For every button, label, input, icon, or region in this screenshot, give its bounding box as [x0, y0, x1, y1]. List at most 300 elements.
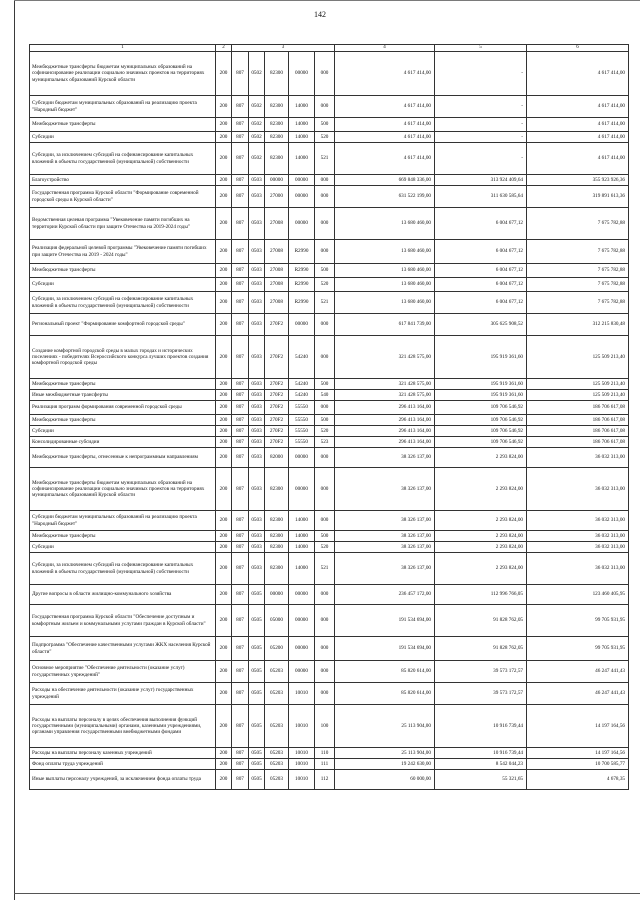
code-cell: 521	[315, 292, 335, 314]
amount-remaining: 125 509 213,40	[527, 390, 629, 401]
code-cell: 82300	[265, 96, 289, 118]
table-row	[30, 759, 629, 770]
amount-approved: 296 413 164,00	[335, 415, 435, 426]
table-row	[30, 336, 629, 379]
row-name: Субсидии	[30, 542, 216, 553]
code-cell: 0503	[249, 314, 265, 336]
code-cell: 807	[232, 437, 249, 448]
row-name: Субсидии	[30, 132, 216, 143]
code-cell: 521	[315, 553, 335, 585]
row-name: Межбюджетные трансферты	[30, 264, 216, 278]
code-cell: 200	[216, 415, 232, 426]
row-name: Межбюджетные трансферты	[30, 379, 216, 390]
code-cell: 200	[216, 468, 232, 511]
amount-remaining: 14 197 164,56	[527, 705, 629, 748]
scan-edge-left	[14, 0, 15, 900]
row-name: Основное мероприятие "Обеспечение деятельности (оказание услуг) государственных учреждений"	[30, 661, 216, 683]
code-cell: 0503	[249, 415, 265, 426]
code-cell: 270F2	[265, 314, 289, 336]
code-cell: 00000	[289, 186, 315, 208]
table-row	[30, 401, 629, 415]
code-cell: 200	[216, 605, 232, 637]
code-cell: 807	[232, 683, 249, 705]
code-cell: 200	[216, 264, 232, 278]
code-cell: 807	[232, 748, 249, 759]
code-cell: 000	[315, 401, 335, 415]
code-cell: 807	[232, 52, 249, 96]
code-cell: 807	[232, 118, 249, 132]
code-cell: 807	[232, 585, 249, 605]
code-cell: 27008	[265, 278, 289, 292]
row-name: Фонд оплаты труда учреждений	[30, 759, 216, 770]
row-name: Создание комфортной городской среды в малых городах и исторических поселениях - победителях Всероссийского конкурса лучших проектов создания комфортной городской среды	[30, 336, 216, 379]
code-cell: 82300	[265, 143, 289, 175]
code-cell: 200	[216, 553, 232, 585]
amount-executed: 2 293 824,00	[435, 511, 527, 531]
table-row	[30, 468, 629, 511]
code-cell: 82000	[265, 448, 289, 468]
code-cell: 521	[315, 143, 335, 175]
amount-executed: 109 706 546,92	[435, 437, 527, 448]
code-cell: 0505	[249, 637, 265, 661]
amount-approved: 38 326 137,00	[335, 468, 435, 511]
amount-remaining: 186 706 617,08	[527, 401, 629, 415]
row-name: Другие вопросы в области жилищно-коммунального хозяйства	[30, 585, 216, 605]
code-cell: 00000	[289, 585, 315, 605]
amount-remaining: 186 706 617,08	[527, 437, 629, 448]
code-cell: 200	[216, 278, 232, 292]
table-row	[30, 637, 629, 661]
table-row	[30, 705, 629, 748]
code-cell: 200	[216, 437, 232, 448]
code-cell: 05203	[265, 759, 289, 770]
amount-remaining: 7 675 782,88	[527, 292, 629, 314]
code-cell: 0502	[249, 118, 265, 132]
code-cell: 500	[315, 379, 335, 390]
code-cell: 500	[315, 531, 335, 542]
code-cell: 000	[315, 208, 335, 240]
amount-executed: -	[435, 132, 527, 143]
amount-approved: 321 428 575,00	[335, 379, 435, 390]
code-cell: 807	[232, 511, 249, 531]
code-cell: 14000	[289, 542, 315, 553]
code-cell: 000	[315, 175, 335, 186]
row-name: Межбюджетные трансферты бюджетам муниципальных образований на софинансирование реализации социально значимых проектов на территориях муниципальных образований Курской области	[30, 468, 216, 511]
code-cell: 0503	[249, 542, 265, 553]
amount-executed: 109 706 546,92	[435, 426, 527, 437]
row-name: Реализация федеральной целевой программы "Увековечение памяти погибших при защите Отечества на 2019 - 2024 годы"	[30, 240, 216, 264]
code-cell: 0503	[249, 468, 265, 511]
amount-approved: 25 113 904,00	[335, 705, 435, 748]
code-cell: 807	[232, 553, 249, 585]
row-name: Межбюджетные трансферты	[30, 118, 216, 132]
code-cell: 14000	[289, 511, 315, 531]
code-cell: 14000	[289, 143, 315, 175]
amount-executed: 195 919 361,60	[435, 336, 527, 379]
code-cell: 55550	[289, 415, 315, 426]
code-cell: 00000	[289, 448, 315, 468]
code-cell: 000	[315, 637, 335, 661]
amount-executed: 195 919 361,60	[435, 379, 527, 390]
code-cell: 200	[216, 426, 232, 437]
amount-approved: 38 326 137,00	[335, 448, 435, 468]
code-cell: 10010	[289, 770, 315, 790]
amount-executed: 39 573 172,57	[435, 661, 527, 683]
amount-approved: 13 680 460,00	[335, 240, 435, 264]
table-row	[30, 390, 629, 401]
code-cell: 807	[232, 390, 249, 401]
code-cell: 520	[315, 426, 335, 437]
header-cell: 4	[335, 45, 435, 52]
code-cell: 00000	[289, 314, 315, 336]
amount-approved: 191 534 694,00	[335, 637, 435, 661]
amount-approved: 296 413 164,00	[335, 437, 435, 448]
code-cell: 270F2	[265, 426, 289, 437]
code-cell: 00000	[265, 175, 289, 186]
code-cell: 05000	[265, 605, 289, 637]
row-name: Субсидии бюджетам муниципальных образований на реализацию проекта "Народный бюджет"	[30, 96, 216, 118]
table-row	[30, 531, 629, 542]
amount-executed: -	[435, 52, 527, 96]
code-cell: 0505	[249, 585, 265, 605]
code-cell: 807	[232, 415, 249, 426]
code-cell: 110	[315, 748, 335, 759]
amount-executed: 10 916 739,44	[435, 705, 527, 748]
code-cell: 807	[232, 426, 249, 437]
table-row	[30, 426, 629, 437]
code-cell: 807	[232, 770, 249, 790]
code-cell: 200	[216, 118, 232, 132]
code-cell: 54240	[289, 390, 315, 401]
table-row	[30, 542, 629, 553]
code-cell: 500	[315, 264, 335, 278]
amount-approved: 4 617 414,00	[335, 118, 435, 132]
code-cell: 807	[232, 292, 249, 314]
code-cell: 82300	[265, 511, 289, 531]
code-cell: 55550	[289, 437, 315, 448]
code-cell: 000	[315, 96, 335, 118]
code-cell: 0503	[249, 437, 265, 448]
amount-remaining: 46 247 441,43	[527, 661, 629, 683]
code-cell: 10010	[289, 705, 315, 748]
code-cell: 0503	[249, 401, 265, 415]
table-row	[30, 415, 629, 426]
code-cell: 200	[216, 132, 232, 143]
amount-executed: 2 293 824,00	[435, 542, 527, 553]
code-cell: 00000	[289, 52, 315, 96]
amount-remaining: 36 032 313,00	[527, 511, 629, 531]
code-cell: R2990	[289, 264, 315, 278]
amount-executed: 2 293 824,00	[435, 531, 527, 542]
amount-remaining: 7 675 782,88	[527, 278, 629, 292]
code-cell: 270F2	[265, 415, 289, 426]
table-row	[30, 437, 629, 448]
amount-remaining: 99 705 931,95	[527, 637, 629, 661]
code-cell: 200	[216, 143, 232, 175]
code-cell: 200	[216, 511, 232, 531]
code-cell: 0503	[249, 448, 265, 468]
code-cell: 55550	[289, 426, 315, 437]
header-cell: 2	[216, 45, 232, 52]
code-cell: 200	[216, 240, 232, 264]
amount-remaining: 7 675 782,88	[527, 264, 629, 278]
amount-executed: 2 293 824,00	[435, 448, 527, 468]
amount-executed: 313 924 409,64	[435, 175, 527, 186]
code-cell: 540	[315, 390, 335, 401]
amount-approved: 236 457 172,00	[335, 585, 435, 605]
amount-approved: 19 242 630,00	[335, 759, 435, 770]
amount-executed: -	[435, 118, 527, 132]
amount-approved: 617 841 739,00	[335, 314, 435, 336]
code-cell: 200	[216, 759, 232, 770]
table-row	[30, 132, 629, 143]
code-cell: 0502	[249, 96, 265, 118]
code-cell: 112	[315, 770, 335, 790]
amount-approved: 321 428 575,00	[335, 390, 435, 401]
code-cell: 520	[315, 278, 335, 292]
code-cell: 270F2	[265, 336, 289, 379]
code-cell: 0505	[249, 661, 265, 683]
code-cell: 807	[232, 208, 249, 240]
row-name: Субсидии, за исключением субсидий на софинансирование капитальных вложений в объекты государственной (муниципальной) собственности	[30, 292, 216, 314]
scan-edge-bottom	[14, 893, 640, 894]
code-cell: 807	[232, 186, 249, 208]
amount-approved: 631 522 199,00	[335, 186, 435, 208]
code-cell: 05203	[265, 770, 289, 790]
header-cell: 3	[232, 45, 335, 52]
code-cell: 000	[315, 186, 335, 208]
amount-executed: 91 828 762,05	[435, 637, 527, 661]
code-cell: 00000	[289, 605, 315, 637]
amount-remaining: 4 617 414,00	[527, 132, 629, 143]
row-name: Расходы на выплаты персоналу в целях обеспечения выполнения функций государственными (муниципальными) органами, казенными учреждениями, органами управления государственными внебюджетными фондами	[30, 705, 216, 748]
amount-approved: 13 680 460,00	[335, 292, 435, 314]
code-cell: 000	[315, 661, 335, 683]
amount-approved: 13 680 460,00	[335, 208, 435, 240]
code-cell: 0503	[249, 186, 265, 208]
amount-executed: 6 004 677,12	[435, 264, 527, 278]
table-row	[30, 379, 629, 390]
table-row	[30, 175, 629, 186]
row-name: Субсидии	[30, 278, 216, 292]
code-cell: 200	[216, 531, 232, 542]
code-cell: 000	[315, 448, 335, 468]
code-cell: 14000	[289, 553, 315, 585]
amount-approved: 38 326 137,00	[335, 553, 435, 585]
code-cell: 10010	[289, 759, 315, 770]
table-row	[30, 96, 629, 118]
amount-executed: 6 004 677,12	[435, 278, 527, 292]
code-cell: 82300	[265, 553, 289, 585]
amount-approved: 296 413 164,00	[335, 401, 435, 415]
code-cell: R2990	[289, 292, 315, 314]
code-cell: 0505	[249, 705, 265, 748]
code-cell: 270F2	[265, 401, 289, 415]
table-row	[30, 683, 629, 705]
code-cell: 14000	[289, 531, 315, 542]
code-cell: 807	[232, 278, 249, 292]
amount-remaining: 4 617 414,00	[527, 118, 629, 132]
amount-executed: 91 828 762,05	[435, 605, 527, 637]
amount-approved: 4 617 414,00	[335, 132, 435, 143]
code-cell: 200	[216, 96, 232, 118]
code-cell: 0505	[249, 759, 265, 770]
code-cell: 00000	[289, 208, 315, 240]
amount-approved: 4 617 414,00	[335, 96, 435, 118]
amount-remaining: 4 617 414,00	[527, 143, 629, 175]
code-cell: 00000	[289, 175, 315, 186]
table-row	[30, 292, 629, 314]
table-row	[30, 585, 629, 605]
code-cell: 807	[232, 759, 249, 770]
code-cell: 0503	[249, 426, 265, 437]
code-cell: 05203	[265, 705, 289, 748]
code-cell: 05203	[265, 683, 289, 705]
code-cell: 05200	[265, 637, 289, 661]
amount-approved: 321 428 575,00	[335, 336, 435, 379]
code-cell: 0505	[249, 683, 265, 705]
code-cell: 0503	[249, 240, 265, 264]
code-cell: 200	[216, 336, 232, 379]
code-cell: 200	[216, 175, 232, 186]
amount-remaining: 319 891 613,36	[527, 186, 629, 208]
page-number: 142	[314, 10, 326, 19]
code-cell: 82300	[265, 52, 289, 96]
code-cell: 27008	[265, 240, 289, 264]
table-row	[30, 448, 629, 468]
table-row	[30, 208, 629, 240]
code-cell: 807	[232, 175, 249, 186]
row-name: Межбюджетные трансферты	[30, 531, 216, 542]
row-name: Государственная программа Курской области "Формирование современной городской среды в Курской области"	[30, 186, 216, 208]
row-name: Субсидии бюджетам муниципальных образований на реализацию проекта "Народный бюджет"	[30, 511, 216, 531]
code-cell: 82300	[265, 542, 289, 553]
code-cell: 200	[216, 748, 232, 759]
code-cell: 10010	[289, 748, 315, 759]
amount-approved: 296 413 164,00	[335, 426, 435, 437]
table-row	[30, 605, 629, 637]
code-cell: 0503	[249, 531, 265, 542]
code-cell: 270F2	[265, 437, 289, 448]
code-cell: 807	[232, 240, 249, 264]
amount-executed: 109 706 546,92	[435, 415, 527, 426]
code-cell: 000	[315, 336, 335, 379]
amount-remaining: 36 032 313,00	[527, 542, 629, 553]
amount-executed: -	[435, 143, 527, 175]
code-cell: 200	[216, 390, 232, 401]
scan-edge-top	[14, 0, 640, 1]
amount-remaining: 7 675 782,88	[527, 208, 629, 240]
amount-remaining: 4 617 414,00	[527, 96, 629, 118]
code-cell: 0503	[249, 379, 265, 390]
row-name: Государственная программа Курской области "Обеспечение доступным и комфортным жильем и коммунальными услугами граждан в Курской области"	[30, 605, 216, 637]
amount-executed: 195 919 361,60	[435, 390, 527, 401]
code-cell: 82300	[265, 118, 289, 132]
row-name: Субсидии, за исключением субсидий на софинансирование капитальных вложений в объекты государственной (муниципальной) собственности	[30, 143, 216, 175]
table-row	[30, 770, 629, 790]
amount-executed: 8 542 044,23	[435, 759, 527, 770]
amount-executed: 10 916 739,44	[435, 748, 527, 759]
code-cell: 0505	[249, 770, 265, 790]
table-row	[30, 143, 629, 175]
code-cell: 10010	[289, 683, 315, 705]
amount-approved: 25 113 904,00	[335, 748, 435, 759]
code-cell: 807	[232, 96, 249, 118]
row-name: Межбюджетные трансферты, отнесенные к непрограммным направлениям	[30, 448, 216, 468]
code-cell: 807	[232, 637, 249, 661]
amount-remaining: 99 705 931,95	[527, 605, 629, 637]
code-cell: 200	[216, 186, 232, 208]
code-cell: 807	[232, 379, 249, 390]
code-cell: 111	[315, 759, 335, 770]
code-cell: 500	[315, 415, 335, 426]
code-cell: 0502	[249, 143, 265, 175]
code-cell: 0503	[249, 208, 265, 240]
amount-remaining: 46 247 441,43	[527, 683, 629, 705]
code-cell: 0503	[249, 278, 265, 292]
amount-remaining: 7 675 782,88	[527, 240, 629, 264]
amount-remaining: 36 032 313,00	[527, 468, 629, 511]
code-cell: 00000	[289, 637, 315, 661]
code-cell: 200	[216, 208, 232, 240]
code-cell: 0503	[249, 511, 265, 531]
row-name: Расходы на выплаты персоналу казенных учреждений	[30, 748, 216, 759]
amount-remaining: 123 460 405,95	[527, 585, 629, 605]
row-name: Реализация программ формирования современной городской среды	[30, 401, 216, 415]
code-cell: 807	[232, 264, 249, 278]
row-name: Подпрограмма "Обеспечение качественными услугами ЖКХ населения Курской области"	[30, 637, 216, 661]
table-row	[30, 661, 629, 683]
code-cell: 0505	[249, 748, 265, 759]
code-cell: 27000	[265, 186, 289, 208]
code-cell: 200	[216, 661, 232, 683]
code-cell: 14000	[289, 132, 315, 143]
code-cell: 200	[216, 379, 232, 390]
amount-approved: 4 617 414,00	[335, 143, 435, 175]
code-cell: 807	[232, 132, 249, 143]
code-cell: 000	[315, 605, 335, 637]
amount-remaining: 125 509 213,40	[527, 379, 629, 390]
table-row	[30, 748, 629, 759]
amount-approved: 4 617 414,00	[335, 52, 435, 96]
code-cell: 54240	[289, 379, 315, 390]
code-cell: 05203	[265, 661, 289, 683]
amount-remaining: 36 032 313,00	[527, 448, 629, 468]
code-cell: 520	[315, 542, 335, 553]
code-cell: 270F2	[265, 379, 289, 390]
table-row	[30, 314, 629, 336]
amount-executed: 2 293 824,00	[435, 553, 527, 585]
code-cell: 200	[216, 52, 232, 96]
code-cell: 200	[216, 314, 232, 336]
code-cell: 000	[315, 52, 335, 96]
table-row	[30, 186, 629, 208]
amount-executed: 311 630 585,64	[435, 186, 527, 208]
code-cell: 200	[216, 542, 232, 553]
row-name: Иные межбюджетные трансферты	[30, 390, 216, 401]
row-name: Межбюджетные трансферты	[30, 415, 216, 426]
amount-remaining: 186 706 617,08	[527, 415, 629, 426]
row-name: Ведомственная целевая программа "Увековечение памяти погибших на территории Курской области при защите Отечества на 2019-2024 годы"	[30, 208, 216, 240]
code-cell: 807	[232, 336, 249, 379]
code-cell: 00000	[265, 585, 289, 605]
table-row	[30, 278, 629, 292]
code-cell: 0502	[249, 132, 265, 143]
amount-remaining: 14 197 164,56	[527, 748, 629, 759]
amount-executed: 6 004 677,12	[435, 240, 527, 264]
header-cell: 1	[30, 45, 216, 52]
code-cell: 200	[216, 401, 232, 415]
